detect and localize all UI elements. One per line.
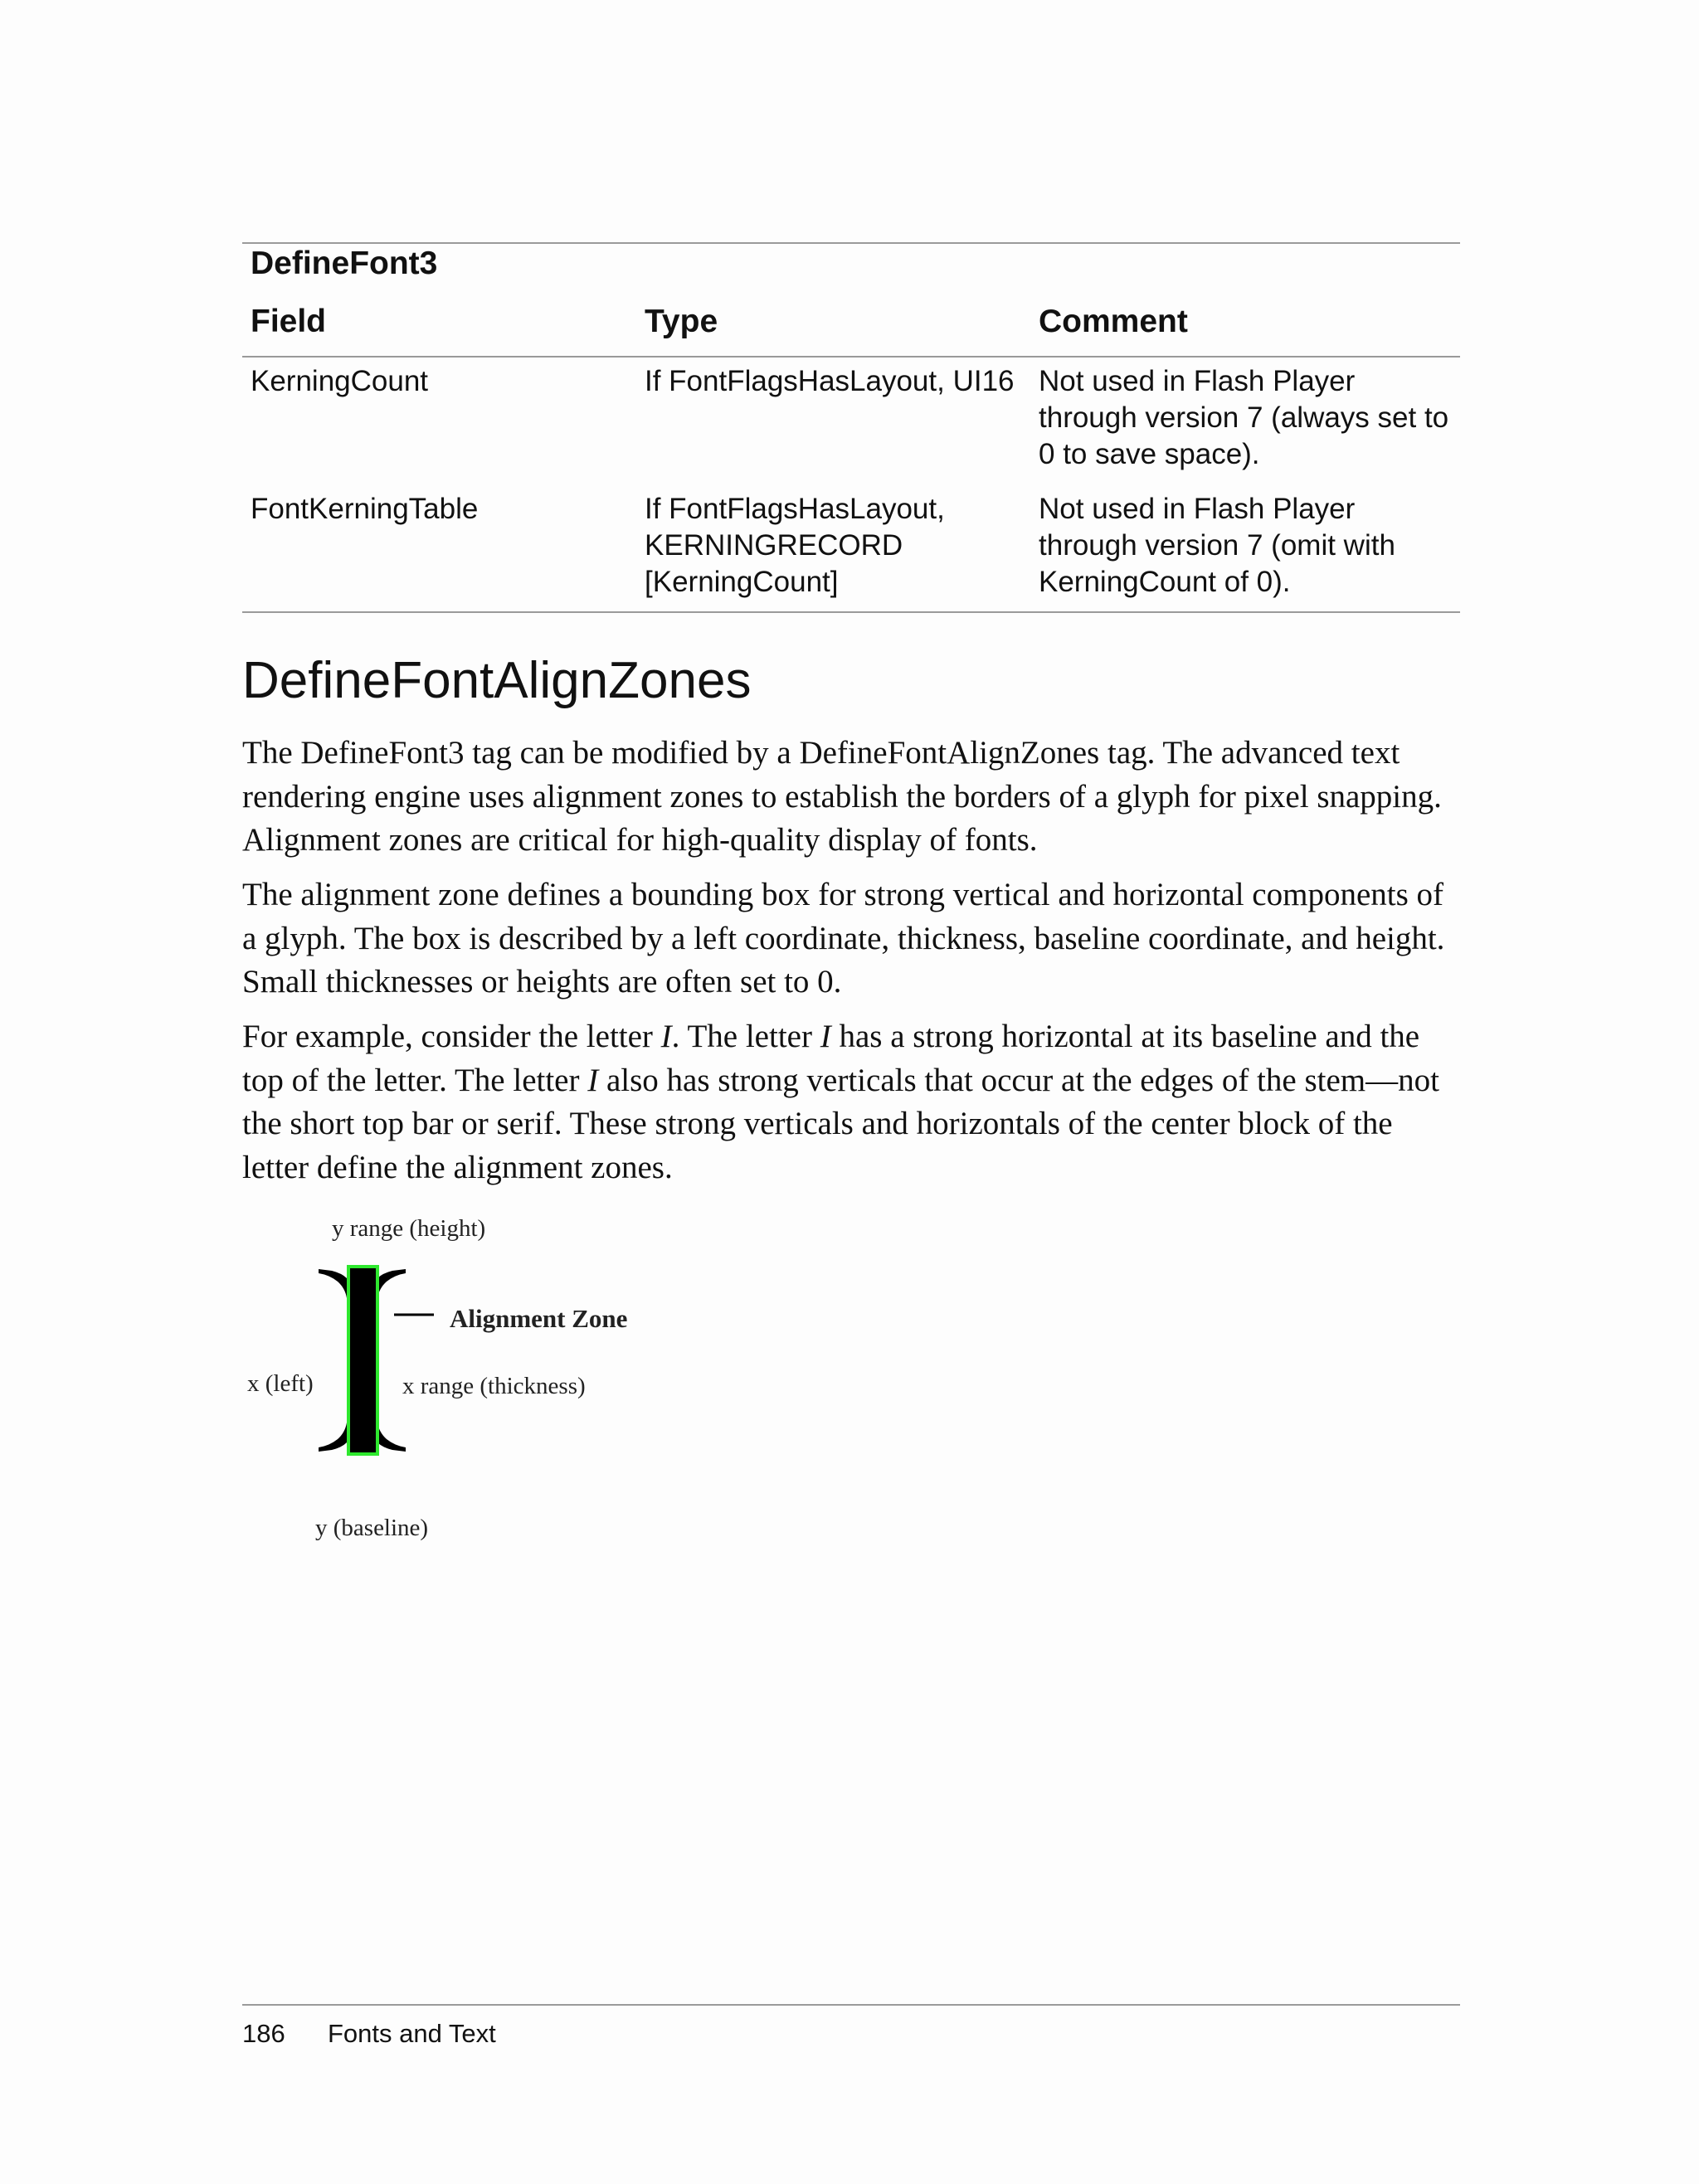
table-title: DefineFont3 — [251, 246, 438, 281]
row2-field: FontKerningTable — [251, 493, 479, 525]
paragraph-line: The DefineFont3 tag can be modified by a DefineFontAlignZones tag. The advanced text — [242, 735, 1400, 771]
row1-comment-line: Not used in Flash Player — [1039, 365, 1356, 397]
paragraph-1 — [242, 732, 1470, 863]
alignment-zone-figure — [232, 1207, 664, 1564]
paragraph-line: a glyph. The box is described by a left coordinate, thickness, baseline coordinate, and height. — [242, 920, 1445, 956]
paragraph-line: For example, consider the letter I. The letter I has a strong horizontal at its baseline and the — [242, 1019, 1420, 1054]
row1-comment-line: through version 7 (always set to — [1039, 401, 1449, 434]
paragraph-line: rendering engine uses alignment zones to establish the borders of a glyph for pixel snapping. — [242, 778, 1442, 815]
row2-comment — [1039, 491, 1395, 601]
y-baseline-label: y (baseline) — [315, 1515, 429, 1541]
paragraph-2 — [242, 873, 1470, 1004]
row2-type — [645, 491, 945, 601]
row2-type-line: If FontFlagsHasLayout, — [645, 493, 945, 525]
page-number: 186 — [242, 2019, 285, 2048]
letter-i-glyph — [319, 1265, 406, 1456]
table-top-rule — [242, 242, 1460, 244]
row2-comment-line: Not used in Flash Player — [1039, 493, 1356, 525]
paragraph-line: the short top bar or serif. These strong verticals and horizontals of the center block of the — [242, 1106, 1393, 1141]
x-range-label: x range (thickness) — [402, 1373, 586, 1399]
row1-field: KerningCount — [251, 365, 429, 397]
paragraph-line: The alignment zone defines a bounding box for strong vertical and horizontal components of — [242, 877, 1444, 912]
row2-comment-line: KerningCount of 0). — [1039, 566, 1291, 598]
y-range-label: y range (height) — [332, 1215, 486, 1242]
row2-type-line: KERNINGRECORD — [645, 529, 903, 562]
paragraph-line: Small thicknesses or heights are often set to 0. — [242, 964, 842, 1000]
paragraph-line: top of the letter. The letter I also has strong verticals that occur at the edges of the stem—not — [242, 1062, 1439, 1098]
header-type: Type — [645, 304, 718, 339]
row2-type-line: [KerningCount] — [645, 566, 839, 598]
x-left-label: x (left) — [247, 1370, 314, 1397]
row1-comment-line: 0 to save space). — [1039, 438, 1260, 470]
row1-type — [645, 363, 1015, 400]
paragraph-line: letter define the alignment zones. — [242, 1149, 673, 1185]
footer-rule — [242, 2004, 1460, 2006]
row2-comment-line: through version 7 (omit with — [1039, 529, 1395, 562]
paragraph-line: Alignment zones are critical for high-quality display of fonts. — [242, 822, 1038, 858]
table-bottom-rule — [242, 611, 1460, 613]
alignment-zone-label: Alignment Zone — [450, 1304, 628, 1333]
paragraph-3 — [242, 1015, 1470, 1189]
header-field: Field — [251, 304, 327, 339]
chapter-title: Fonts and Text — [328, 2019, 496, 2048]
section-heading: DefineFontAlignZones — [242, 652, 752, 709]
row1-comment — [1039, 363, 1448, 473]
table-header-rule — [242, 356, 1460, 358]
header-comment: Comment — [1039, 304, 1188, 339]
row1-type-line: If FontFlagsHasLayout, UI16 — [645, 365, 1015, 397]
